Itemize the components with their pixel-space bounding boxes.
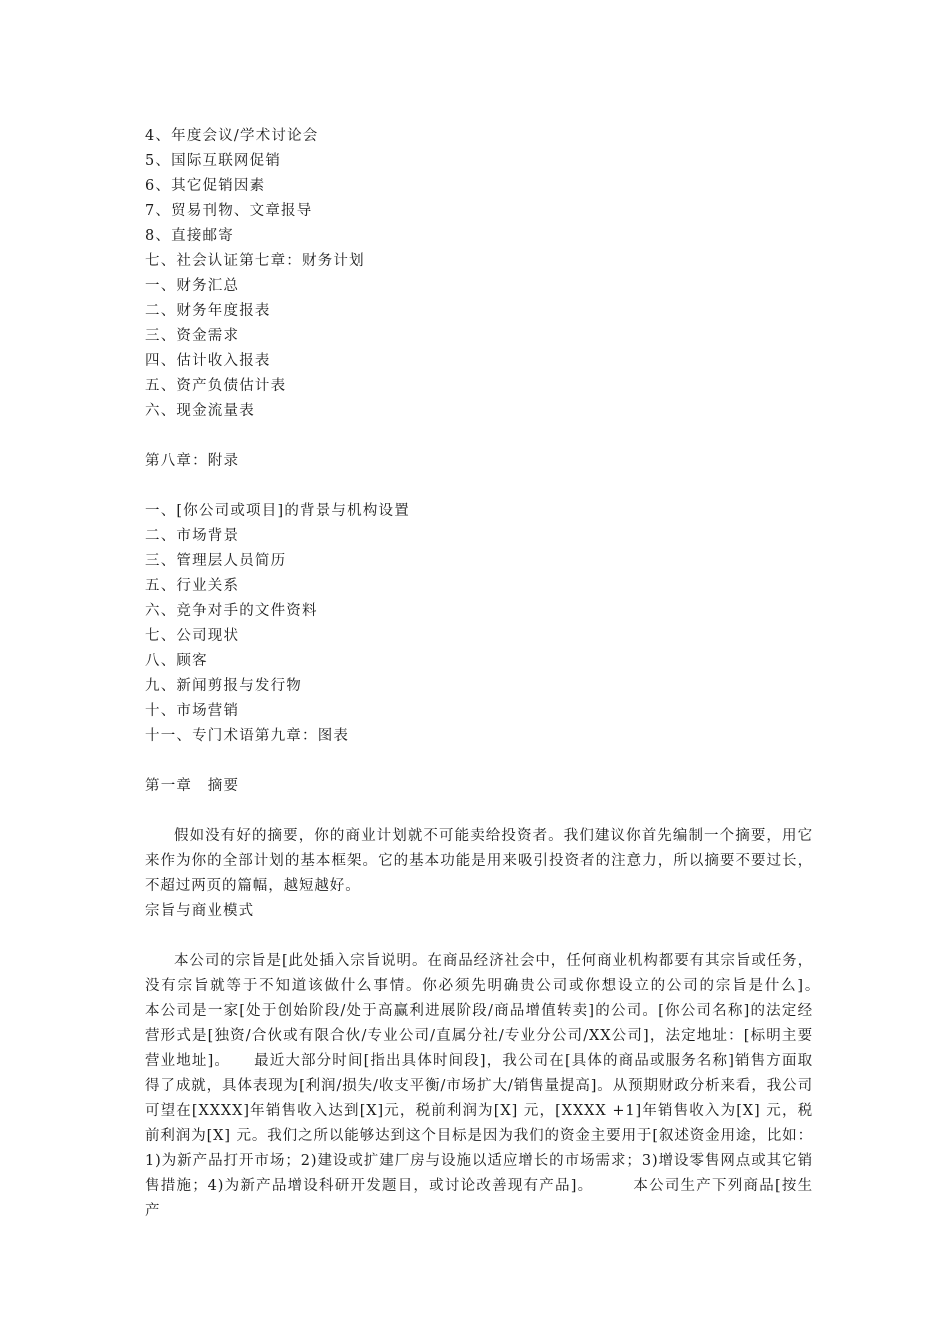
list-item: 二、市场背景 bbox=[145, 528, 240, 544]
spacer bbox=[145, 474, 813, 499]
list-item: 八、顾客 bbox=[145, 653, 208, 669]
mission-paragraph: 本公司的宗旨是[此处插入宗旨说明。在商品经济社会中，任何商业机构都要有其宗旨或任务，没有宗旨就等于不知道该做什么事情。你必须先明确贵公司或你想设立的公司的宗旨是什么]。 本公司是一家[处于创始阶段/处于高赢利进展阶段/商品增值转卖]的公司。[你公司名称]的法定经营形式是[独资/合伙或有限合伙/专业公司/直属分社/专业分公司/XX公司]，法定地址：[标明主要营业地址]。 最近大部分时间[指出具体时间段]，我公司在[具体的商品或服务名称]销售方面取得了成就，具体表现为[利润/损失/收支平衡/市场扩大/销售量提高]。从预期财政分析来看，我公司可望在[XXXX]年销售收入达到[X]元，税前利润为[X] 元，[XXXX +1]年销售收入为[X] 元，税前利润为[X] 元。我们之所以能够达到这个目标是因为我们的资金主要用于[叙述资金用途，比如：1)为新产品打开市场；2)建设或扩建厂房与设施以适应增长的市场需求；3)增设零售网点或其它销售措施；4)为新产品增设科研开发题目，或讨论改善现有产品]。 本公司生产下列商品[按生产 bbox=[145, 953, 844, 1219]
list-item: 七、公司现状 bbox=[145, 628, 240, 644]
list-item: 8、直接邮寄 bbox=[145, 228, 234, 244]
summary-paragraph: 假如没有好的摘要，你的商业计划就不可能卖给投资者。我们建议你首先编制一个摘要，用它来作为你的全部计划的基本框架。它的基本功能是用来吸引投资者的注意力，所以摘要不要过长，不超过两页的篇幅，越短越好。 bbox=[145, 828, 813, 894]
spacer bbox=[145, 799, 813, 824]
list-item: 二、财务年度报表 bbox=[145, 303, 271, 319]
spacer bbox=[145, 924, 813, 949]
list-item: 十一、专门术语第九章：图表 bbox=[145, 728, 350, 744]
list-item: 一、财务汇总 bbox=[145, 278, 240, 294]
list-item: 6、其它促销因素 bbox=[145, 178, 266, 194]
list-item: 五、资产负债估计表 bbox=[145, 378, 287, 394]
spacer bbox=[145, 749, 813, 774]
list-item: 十、市场营销 bbox=[145, 703, 240, 719]
promotion-finance-list bbox=[145, 124, 813, 424]
chapter1-heading: 第一章 摘要 bbox=[145, 778, 240, 794]
list-item: 三、管理层人员简历 bbox=[145, 553, 287, 569]
chapter-heading: 七、社会认证第七章：财务计划 bbox=[145, 253, 365, 269]
list-item: 五、行业关系 bbox=[145, 578, 240, 594]
list-item: 六、竞争对手的文件资料 bbox=[145, 603, 318, 619]
spacer bbox=[145, 424, 813, 449]
section-heading: 宗旨与商业模式 bbox=[145, 903, 255, 919]
list-item: 四、估计收入报表 bbox=[145, 353, 271, 369]
list-item: 九、新闻剪报与发行物 bbox=[145, 678, 302, 694]
appendix-list bbox=[145, 499, 813, 749]
list-item: 三、资金需求 bbox=[145, 328, 240, 344]
list-item: 一、[你公司或项目]的背景与机构设置 bbox=[145, 503, 410, 519]
list-item: 4、年度会议/学术讨论会 bbox=[145, 128, 319, 144]
list-item: 7、贸易刊物、文章报导 bbox=[145, 203, 313, 219]
list-item: 六、现金流量表 bbox=[145, 403, 255, 419]
document-page bbox=[145, 124, 844, 1224]
chapter8-heading: 第八章：附录 bbox=[145, 453, 240, 469]
list-item: 5、国际互联网促销 bbox=[145, 153, 282, 169]
